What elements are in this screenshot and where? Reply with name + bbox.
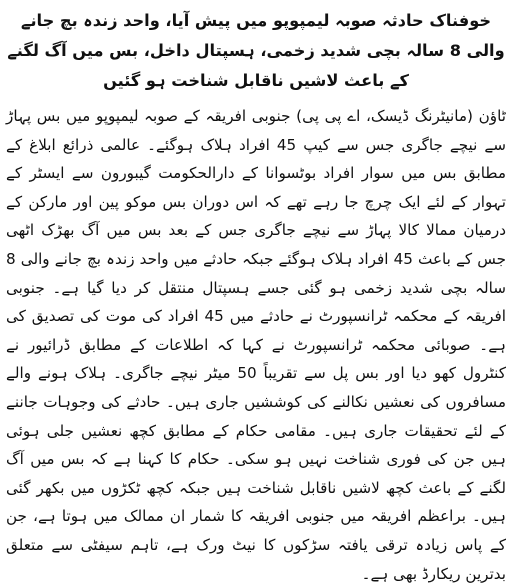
article-body: ٹاؤن (مانیٹرنگ ڈیسک، اے پی پی) جنوبی افریقہ کے صوبہ لیمپوپو میں بس پہاڑ سے نیچے جاگری جس سے کیپ 45 افراد ہلاک ہوگئے۔ عالمی ذرائع ابلاغ کے مطابق بس میں سوار افراد بوٹسوانا کے دارالحکومت گیبورون سے ایسٹر کے تہوار کے لئے ایک چرچ جا رہے تھے کہ اس دوران بس موکو پین اور مارکن کے درمیان ممالا کالا پہاڑ سے نیچے جاگری جس کے بعد بس میں آگ بھڑک اٹھی جس کے باعث 45 افراد ہلاک ہوگئے جبکہ حادثے میں واحد زندہ بچ جانے والی 8 سالہ بچی شدید زخمی ہو گئی جسے ہسپتال منتقل کر دیا گیا ہے۔ جنوبی افریقہ کے محکمہ ٹرانسپورٹ نے حادثے میں 45 افراد کی موت کی تصدیق کی ہے۔ صوبائی محکمہ ٹرانسپورٹ نے کہا کہ اطلاعات کے مطابق ڈرائیور نے کنٹرول کھو دیا اور بس پل سے تقریباً 50 میٹر نیچے جاگری۔ ہلاک ہونے والے مسافروں کی نعشیں نکالنے کی کوششیں جاری ہیں۔ حادثے کی وجوہات جاننے کے لئے تحقیقات جاری ہیں۔ مقامی حکام کے مطابق کچھ نعشیں جلی ہوئی ہیں جن کی فوری شناخت نہیں ہو سکی۔ حکام کا کہنا ہے کہ بس میں آگ لگنے کے باعث کچھ لاشیں ناقابل شناخت ہیں جبکہ کچھ ٹکڑوں میں بکھر گئی ہیں۔ براعظم افریقہ میں جنوبی افریقہ کا شمار ان ممالک میں ہوتا ہے، جن کے پاس زیادہ ترقی یافتہ سڑکوں کا نیٹ ورک ہے، تاہم سیفٹی سے متعلق بدترین ریکارڈ بھی ہے۔	[6, 107, 506, 583]
news-article	[6, 6, 506, 583]
article-headline: خوفناک حادثہ صوبہ لیمپوپو میں پیش آیا، واحد زندہ بچ جانے والی 8 سالہ بچی شدید زخمی، ہسپتال داخل، بس میں آگ لگنے کے باعث لاشیں ناقابل شناخت ہو گئیں	[7, 11, 505, 90]
